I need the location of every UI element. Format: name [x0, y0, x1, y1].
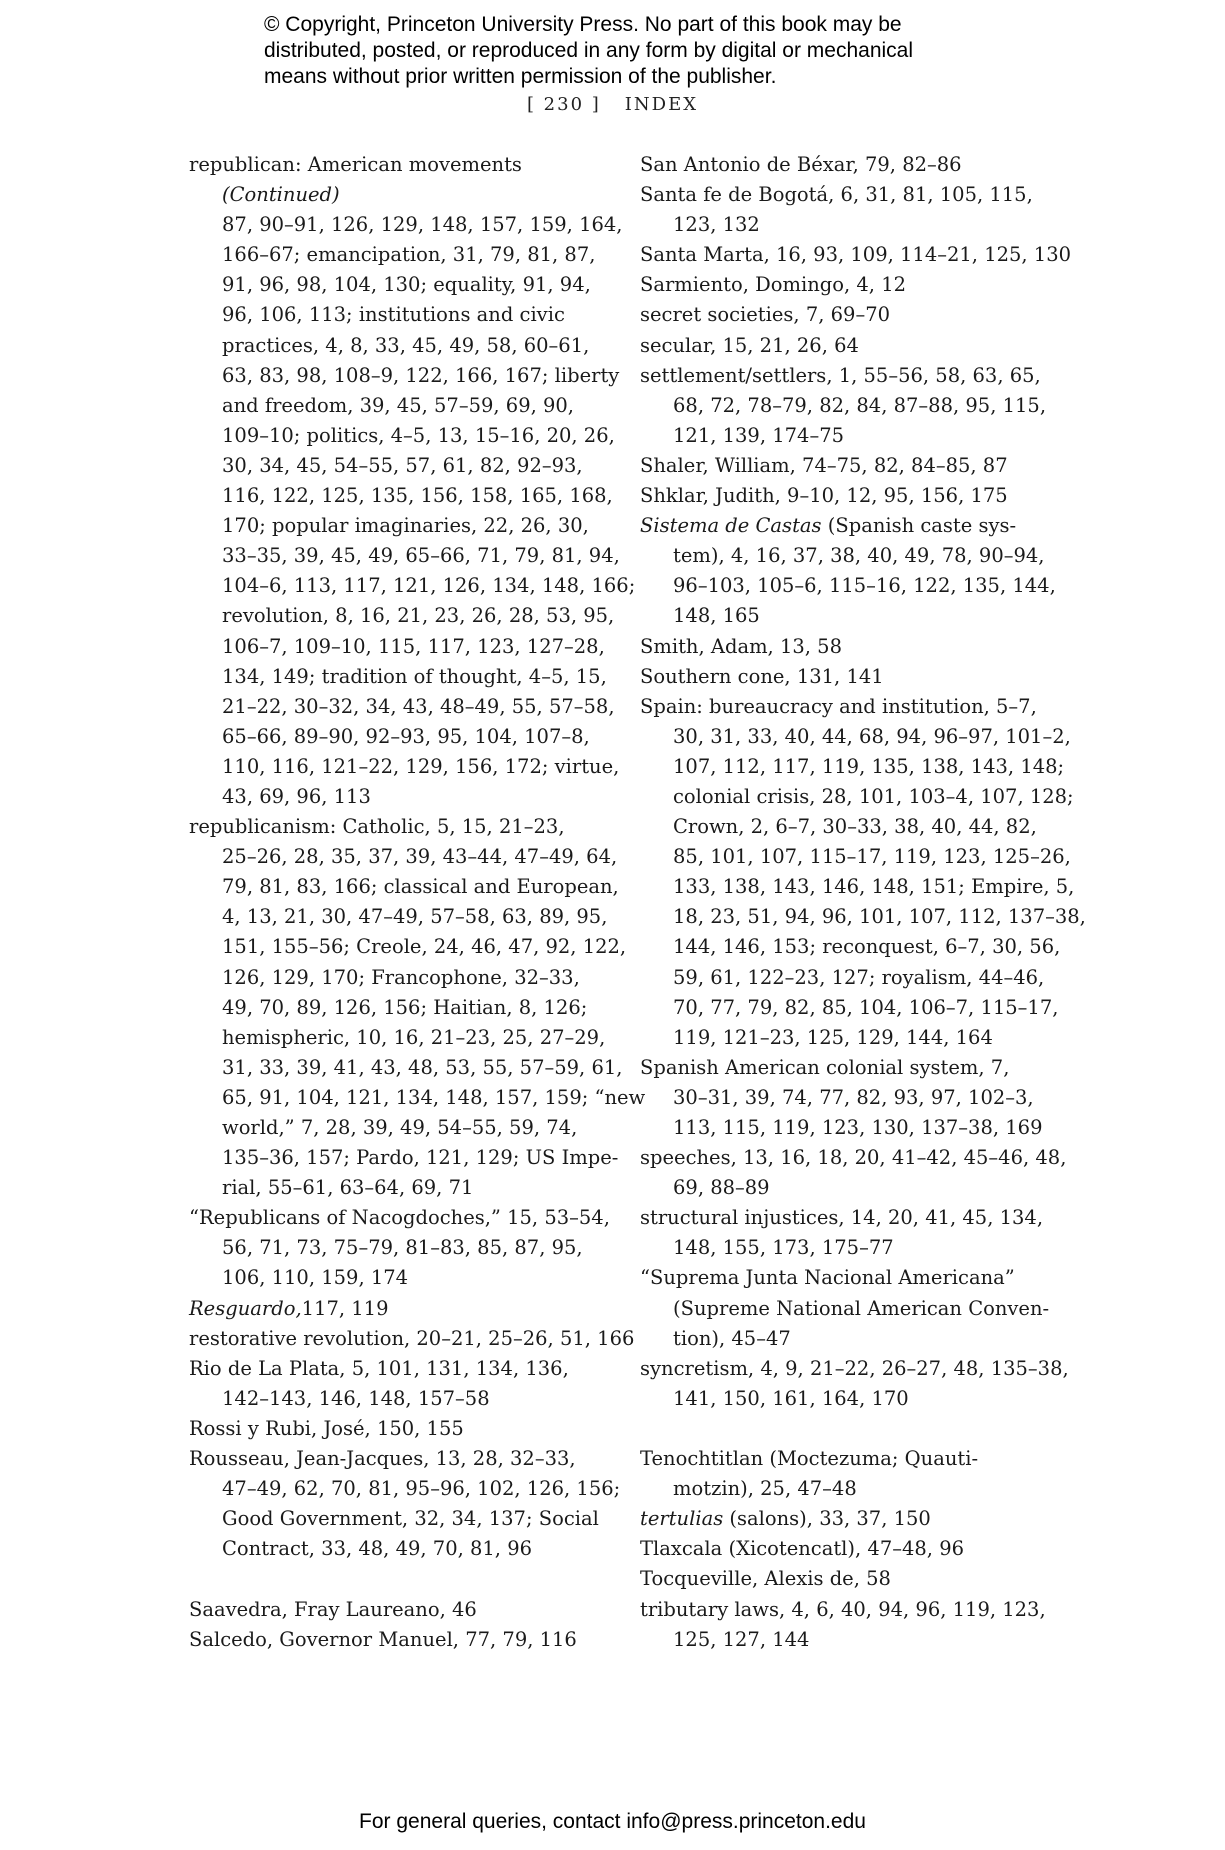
index-subline	[189, 1534, 609, 1564]
copyright-notice	[264, 12, 984, 90]
index-text: 96, 106, 113; institutions and civic	[222, 303, 565, 327]
index-subline	[640, 601, 1060, 631]
index-text: 59, 61, 122–23, 127; royalism, 44–46,	[673, 965, 1045, 989]
index-entry	[189, 1414, 609, 1444]
index-subline	[640, 1173, 1060, 1203]
index-entry	[640, 1564, 1060, 1594]
index-subline	[640, 421, 1060, 451]
index-text: 148, 165	[673, 604, 760, 628]
index-text: revolution, 8, 16, 21, 23, 26, 28, 53, 95,	[222, 604, 615, 628]
index-subline	[189, 842, 618, 872]
index-text: 70, 77, 79, 82, 85, 104, 106–7, 115–17,	[673, 995, 1059, 1019]
running-head	[0, 94, 1225, 115]
page-number: [ 230 ]	[526, 94, 601, 115]
index-subline	[189, 782, 609, 812]
index-subline	[189, 692, 615, 722]
index-subline	[189, 1504, 609, 1534]
index-subline	[189, 902, 609, 932]
index-text: 107, 112, 117, 119, 135, 138, 143, 148;	[673, 754, 1065, 778]
index-text: 43, 69, 96, 113	[222, 784, 371, 808]
index-subline	[189, 1083, 646, 1113]
index-subline	[640, 1625, 1060, 1655]
index-subline	[189, 932, 627, 962]
index-entry	[640, 240, 1072, 270]
index-text: 30, 31, 33, 40, 44, 68, 94, 96–97, 101–2,	[673, 724, 1071, 748]
index-text: 85, 101, 107, 115–17, 119, 123, 125–26,	[673, 845, 1071, 869]
index-subline	[189, 1263, 609, 1293]
index-subline	[640, 1384, 1060, 1414]
index-text: republican: American movements	[189, 153, 522, 176]
index-subline	[640, 1083, 1060, 1113]
index-entry	[640, 1504, 1060, 1534]
index-subline	[189, 1233, 609, 1263]
index-text: 134, 149; tradition of thought, 4–5, 15,	[222, 664, 607, 688]
index-subline	[189, 240, 609, 270]
index-entry	[640, 1595, 1060, 1625]
index-text: 79, 81, 83, 166; classical and European,	[222, 875, 619, 899]
index-text: Sarmiento, Domingo, 4, 12	[640, 273, 907, 297]
index-entry	[189, 1595, 609, 1625]
index-subline	[189, 632, 609, 662]
index-text: San Antonio de Béxar, 79, 82–86	[640, 153, 962, 176]
index-subline	[640, 872, 1075, 902]
copyright-line: © Copyright, Princeton University Press. No part of this book may be	[264, 13, 902, 36]
index-subline	[640, 842, 1071, 872]
footer-contact: For general queries, contact info@press.princeton.edu	[359, 1810, 866, 1833]
index-subline	[189, 1143, 619, 1173]
index-text: Shklar, Judith, 9–10, 12, 95, 156, 175	[640, 484, 1008, 508]
index-text-rest: (Spanish caste sys-	[821, 514, 1017, 538]
index-entry	[189, 1444, 609, 1474]
index-text: (Continued)	[222, 183, 340, 207]
index-text: speeches, 13, 16, 18, 20, 41–42, 45–46, 48,	[640, 1146, 1067, 1170]
index-text: 96–103, 105–6, 115–16, 122, 135, 144,	[673, 574, 1056, 598]
index-text: practices, 4, 8, 33, 45, 49, 58, 60–61,	[222, 333, 590, 357]
index-text: 109–10; politics, 4–5, 13, 15–16, 20, 26,	[222, 423, 615, 447]
index-text: 119, 121–23, 125, 129, 144, 164	[673, 1025, 993, 1049]
index-text: Saavedra, Fray Laureano, 46	[189, 1597, 477, 1621]
index-text-rest: 117, 119	[301, 1296, 389, 1320]
index-subline	[189, 451, 609, 481]
index-subline	[189, 331, 609, 361]
index-entry	[189, 1354, 609, 1384]
index-text: 110, 116, 121–22, 129, 156, 172; virtue,	[222, 754, 620, 778]
index-text: secular, 15, 21, 26, 64	[640, 333, 859, 357]
index-entry	[640, 1354, 1069, 1384]
index-text: and freedom, 39, 45, 57–59, 69, 90,	[222, 393, 575, 417]
index-entry	[640, 270, 1060, 300]
index-text: 170; popular imaginaries, 22, 26, 30,	[222, 514, 589, 538]
index-subline	[189, 601, 615, 631]
index-text: Rossi y Rubi, José, 150, 155	[189, 1416, 464, 1440]
index-subline	[189, 1384, 609, 1414]
index-entry	[640, 150, 1060, 180]
index-text: 63, 83, 98, 108–9, 122, 166, 167; liberty	[222, 363, 620, 387]
index-subline	[640, 993, 1060, 1023]
index-subline	[189, 662, 609, 692]
index-subline	[640, 541, 1060, 571]
index-text: colonial crisis, 28, 101, 103–4, 107, 128;	[673, 784, 1074, 808]
index-text: Smith, Adam, 13, 58	[640, 634, 842, 658]
index-text: Rousseau, Jean-Jacques, 13, 28, 32–33,	[189, 1447, 576, 1471]
index-entry	[189, 1294, 609, 1324]
index-entry	[640, 511, 1060, 541]
index-entry	[640, 331, 1060, 361]
index-text: 56, 71, 73, 75–79, 81–83, 85, 87, 95,	[222, 1236, 583, 1260]
index-text: Salcedo, Governor Manuel, 77, 79, 116	[189, 1627, 577, 1651]
index-text: 30–31, 39, 74, 77, 82, 93, 97, 102–3,	[673, 1085, 1034, 1109]
index-entry	[189, 812, 609, 842]
index-text: 121, 139, 174–75	[673, 423, 845, 447]
index-text: 142–143, 146, 148, 157–58	[222, 1386, 490, 1410]
index-text: 65–66, 89–90, 92–93, 95, 104, 107–8,	[222, 724, 590, 748]
index-text: Tenochtitlan (Moctezuma; Quauti-	[640, 1447, 979, 1471]
index-subline	[640, 1324, 1060, 1354]
index-subline	[189, 571, 636, 601]
index-text: Contract, 33, 48, 49, 70, 81, 96	[222, 1537, 533, 1561]
index-text: 65, 91, 104, 121, 134, 148, 157, 159; “new	[222, 1085, 646, 1109]
index-spacer	[640, 1414, 1060, 1444]
index-entry	[640, 1203, 1060, 1233]
index-text: (Supreme National American Conven-	[673, 1296, 1050, 1320]
index-subline	[189, 872, 619, 902]
index-text: tertulias	[640, 1507, 724, 1531]
index-text: Crown, 2, 6–7, 30–33, 38, 40, 44, 82,	[673, 815, 1037, 839]
index-entry	[640, 1444, 1060, 1474]
index-subline	[189, 300, 609, 330]
index-entry	[640, 1263, 1060, 1293]
index-column-right	[640, 150, 1086, 1655]
index-text: 148, 155, 173, 175–77	[673, 1236, 894, 1260]
index-text: structural injustices, 14, 20, 41, 45, 134,	[640, 1206, 1044, 1230]
index-subline	[189, 361, 620, 391]
index-text: “Republicans of Nacogdoches,” 15, 53–54,	[189, 1206, 610, 1230]
index-subline	[640, 571, 1060, 601]
index-text: 68, 72, 78–79, 82, 84, 87–88, 95, 115,	[673, 393, 1047, 417]
index-text: 91, 96, 98, 104, 130; equality, 91, 94,	[222, 273, 591, 297]
index-subline	[189, 270, 609, 300]
index-text: 25–26, 28, 35, 37, 39, 43–44, 47–49, 64,	[222, 845, 618, 869]
index-text: motzin), 25, 47–48	[673, 1477, 857, 1501]
index-text: tem), 4, 16, 37, 38, 40, 49, 78, 90–94,	[673, 544, 1045, 568]
index-subline	[189, 1023, 609, 1053]
index-text: 21–22, 30–32, 34, 43, 48–49, 55, 57–58,	[222, 694, 615, 718]
copyright-line: distributed, posted, or reproduced in any form by digital or mechanical	[264, 39, 914, 62]
index-text: 106–7, 109–10, 115, 117, 123, 127–28,	[222, 634, 605, 658]
index-entry	[189, 1625, 609, 1655]
index-text: tion), 45–47	[673, 1326, 791, 1350]
index-subline	[189, 722, 609, 752]
index-subline	[189, 963, 609, 993]
index-text: Shaler, William, 74–75, 82, 84–85, 87	[640, 453, 1008, 477]
index-text: Tlaxcala (Xicotencatl), 47–48, 96	[640, 1537, 965, 1561]
index-subline	[640, 963, 1060, 993]
index-text: 69, 88–89	[673, 1176, 770, 1200]
index-text: Resguardo,	[189, 1296, 302, 1320]
index-column-left	[189, 150, 646, 1655]
index-subline	[640, 932, 1060, 962]
index-subline	[640, 752, 1065, 782]
index-text: 144, 146, 153; reconquest, 6–7, 30, 56,	[673, 935, 1061, 959]
index-text: 133, 138, 143, 146, 148, 151; Empire, 5,	[673, 875, 1075, 899]
index-text: 33–35, 39, 45, 49, 65–66, 71, 79, 81, 94,	[222, 544, 620, 568]
index-text: 49, 70, 89, 126, 156; Haitian, 8, 126;	[222, 995, 588, 1019]
index-text: 4, 13, 21, 30, 47–49, 57–58, 63, 89, 95,	[222, 905, 608, 929]
index-subline	[640, 722, 1071, 752]
index-text: Southern cone, 131, 141	[640, 664, 884, 688]
index-text: Santa Marta, 16, 93, 109, 114–21, 125, 130	[640, 243, 1072, 267]
index-entry	[189, 1324, 635, 1354]
index-text: Spain: bureaucracy and institution, 5–7,	[640, 694, 1037, 718]
index-text: 18, 23, 51, 94, 96, 101, 107, 112, 137–38,	[673, 905, 1086, 929]
index-subline	[189, 511, 609, 541]
index-subline	[189, 391, 609, 421]
index-text: 151, 155–56; Creole, 24, 46, 47, 92, 122,	[222, 935, 627, 959]
index-text: 30, 34, 45, 54–55, 57, 61, 82, 92–93,	[222, 453, 583, 477]
index-text: 87, 90–91, 126, 129, 148, 157, 159, 164,	[222, 213, 623, 237]
index-subline	[640, 391, 1060, 421]
index-entry	[189, 1203, 609, 1233]
index-text: 125, 127, 144	[673, 1627, 810, 1651]
section-title: INDEX	[624, 94, 699, 115]
index-entry	[640, 451, 1060, 481]
index-text: 135–36, 157; Pardo, 121, 129; US Impe-	[222, 1146, 619, 1170]
index-text: 113, 115, 119, 123, 130, 137–38, 169	[673, 1116, 1043, 1139]
index-subline	[189, 481, 613, 511]
index-text-rest: (salons), 33, 37, 150	[723, 1507, 931, 1531]
index-entry	[640, 180, 1060, 210]
index-text: 106, 110, 159, 174	[222, 1266, 409, 1290]
index-subline	[189, 541, 620, 571]
index-text: 141, 150, 161, 164, 170	[673, 1386, 909, 1410]
index-text: 104–6, 113, 117, 121, 126, 134, 148, 166;	[222, 574, 636, 598]
index-entry	[640, 361, 1060, 391]
index-text: Santa fe de Bogotá, 6, 31, 81, 105, 115,	[640, 183, 1033, 207]
index-entry	[640, 300, 1060, 330]
index-text: Spanish American colonial system, 7,	[640, 1055, 1010, 1079]
index-subline	[189, 210, 623, 240]
index-subline	[640, 782, 1074, 812]
index-subline	[640, 902, 1086, 932]
index-entry	[640, 662, 1060, 692]
index-subline	[189, 1053, 623, 1083]
index-text: restorative revolution, 20–21, 25–26, 51, 166	[189, 1326, 635, 1350]
index-subline	[640, 1233, 1060, 1263]
index-text: Tocqueville, Alexis de, 58	[640, 1567, 891, 1591]
index-text: 47–49, 62, 70, 81, 95–96, 102, 126, 156;	[222, 1477, 621, 1501]
index-subline	[640, 1023, 1060, 1053]
index-text: “Suprema Junta Nacional Americana”	[640, 1266, 1015, 1290]
index-text: 126, 129, 170; Francophone, 32–33,	[222, 965, 580, 989]
index-subline	[640, 812, 1060, 842]
index-subline	[189, 180, 609, 210]
index-entry	[640, 1143, 1067, 1173]
index-text: 166–67; emancipation, 31, 79, 81, 87,	[222, 243, 596, 267]
index-subline	[189, 993, 609, 1023]
index-entry	[640, 1053, 1060, 1083]
index-text: Rio de La Plata, 5, 101, 131, 134, 136,	[189, 1356, 569, 1380]
index-text: Good Government, 32, 34, 137; Social	[222, 1507, 599, 1531]
index-text: secret societies, 7, 69–70	[640, 303, 891, 327]
index-entry	[189, 150, 609, 180]
index-text: settlement/settlers, 1, 55–56, 58, 63, 65,	[640, 363, 1041, 387]
index-entry	[640, 692, 1060, 722]
index-subline	[189, 1173, 609, 1203]
index-subline	[640, 1474, 1060, 1504]
index-entry	[640, 481, 1060, 511]
index-text: rial, 55–61, 63–64, 69, 71	[222, 1176, 474, 1200]
index-text: syncretism, 4, 9, 21–22, 26–27, 48, 135–38,	[640, 1356, 1069, 1380]
index-text: 116, 122, 125, 135, 156, 158, 165, 168,	[222, 484, 613, 508]
index-text: 123, 132	[673, 213, 760, 237]
copyright-line: means without prior written permission of the publisher.	[264, 65, 777, 88]
index-spacer	[189, 1564, 609, 1594]
index-text: Sistema de Castas	[640, 514, 822, 538]
index-subline	[189, 1474, 621, 1504]
index-text: tributary laws, 4, 6, 40, 94, 96, 119, 123,	[640, 1597, 1046, 1621]
index-subline	[189, 1113, 609, 1143]
index-subline	[189, 752, 620, 782]
index-text: republicanism: Catholic, 5, 15, 21–23,	[189, 815, 565, 839]
index-entry	[640, 1534, 1060, 1564]
index-subline	[640, 210, 1060, 240]
index-subline	[189, 421, 615, 451]
index-text: world,” 7, 28, 39, 49, 54–55, 59, 74,	[222, 1116, 578, 1139]
index-text: 31, 33, 39, 41, 43, 48, 53, 55, 57–59, 61,	[222, 1055, 623, 1079]
index-text: hemispheric, 10, 16, 21–23, 25, 27–29,	[222, 1025, 606, 1049]
index-subline	[640, 1294, 1060, 1324]
index-subline	[640, 1113, 1060, 1143]
index-entry	[640, 632, 1060, 662]
